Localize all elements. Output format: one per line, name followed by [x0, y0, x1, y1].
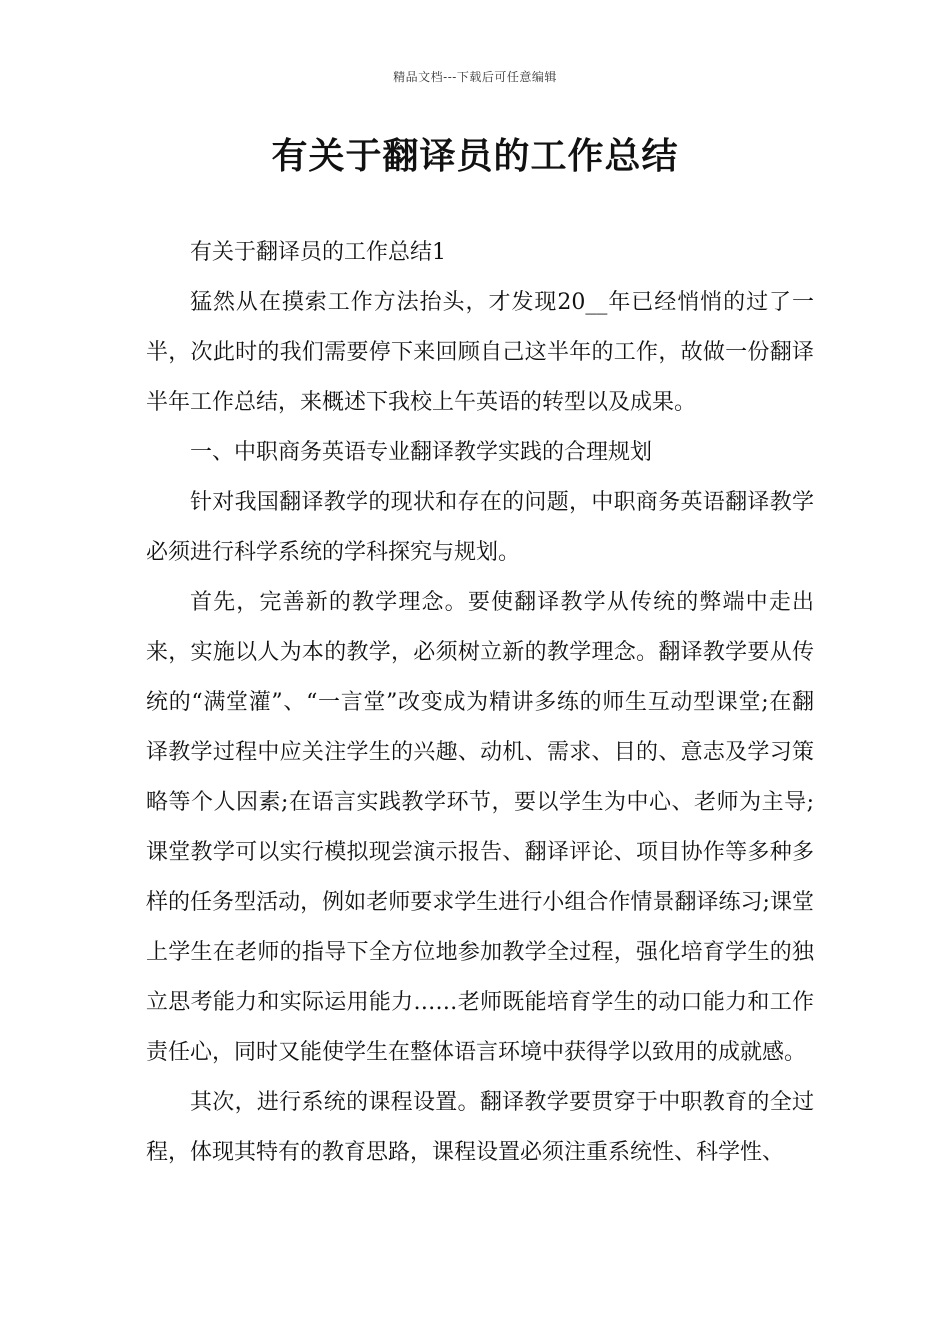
- paragraph-planning: 针对我国翻译教学的现状和存在的问题，中职商务英语翻译教学必须进行科学系统的学科探究与规划。: [146, 490, 814, 565]
- document-title: 有关于翻译员的工作总结: [271, 135, 679, 177]
- paragraph-first-point: 首先，完善新的教学理念。要使翻译教学从传统的弊端中走出来，实施以人为本的教学，必须树立新的教学理念。翻译教学要从传统的“满堂灌”、“一言堂”改变成为精讲多练的师生互动型课堂;在翻译教学过程中应关注学生的兴趣、动机、需求、目的、意志及学习策略等个人因素;在语言实践教学环节，要以学生为中心、老师为主导;课堂教学可以实行模拟现尝演示报告、翻译评论、项目协作等多种多样的任务型活动，例如老师要求学生进行小组合作情景翻译练习;课堂上学生在老师的指导下全方位地参加教学全过程，强化培育学生的独立思考能力和实际运用能力……老师既能培育学生的动口能力和工作责任心，同时又能使学生在整体语言环境中获得学以致用的成就感。: [146, 590, 814, 1065]
- document-body: [146, 228, 814, 1178]
- paragraph-intro: 猛然从在摸索工作方法抬头，才发现20__年已经悄悄的过了一半，次此时的我们需要停下来回顾自己这半年的工作，故做一份翻译半年工作总结，来概述下我校上午英语的转型以及成果。: [146, 290, 814, 415]
- paragraph-section-heading: 一、中职商务英语专业翻译教学实践的合理规划: [190, 440, 653, 465]
- paragraph-second-point: 其次，进行系统的课程设置。翻译教学要贯穿于中职教育的全过程，体现其特有的教育思路，课程设置必须注重系统性、科学性、: [146, 1090, 814, 1165]
- paragraph-subtitle: 有关于翻译员的工作总结1: [190, 240, 446, 265]
- header-note: 精品文档---下载后可任意编辑: [393, 70, 557, 84]
